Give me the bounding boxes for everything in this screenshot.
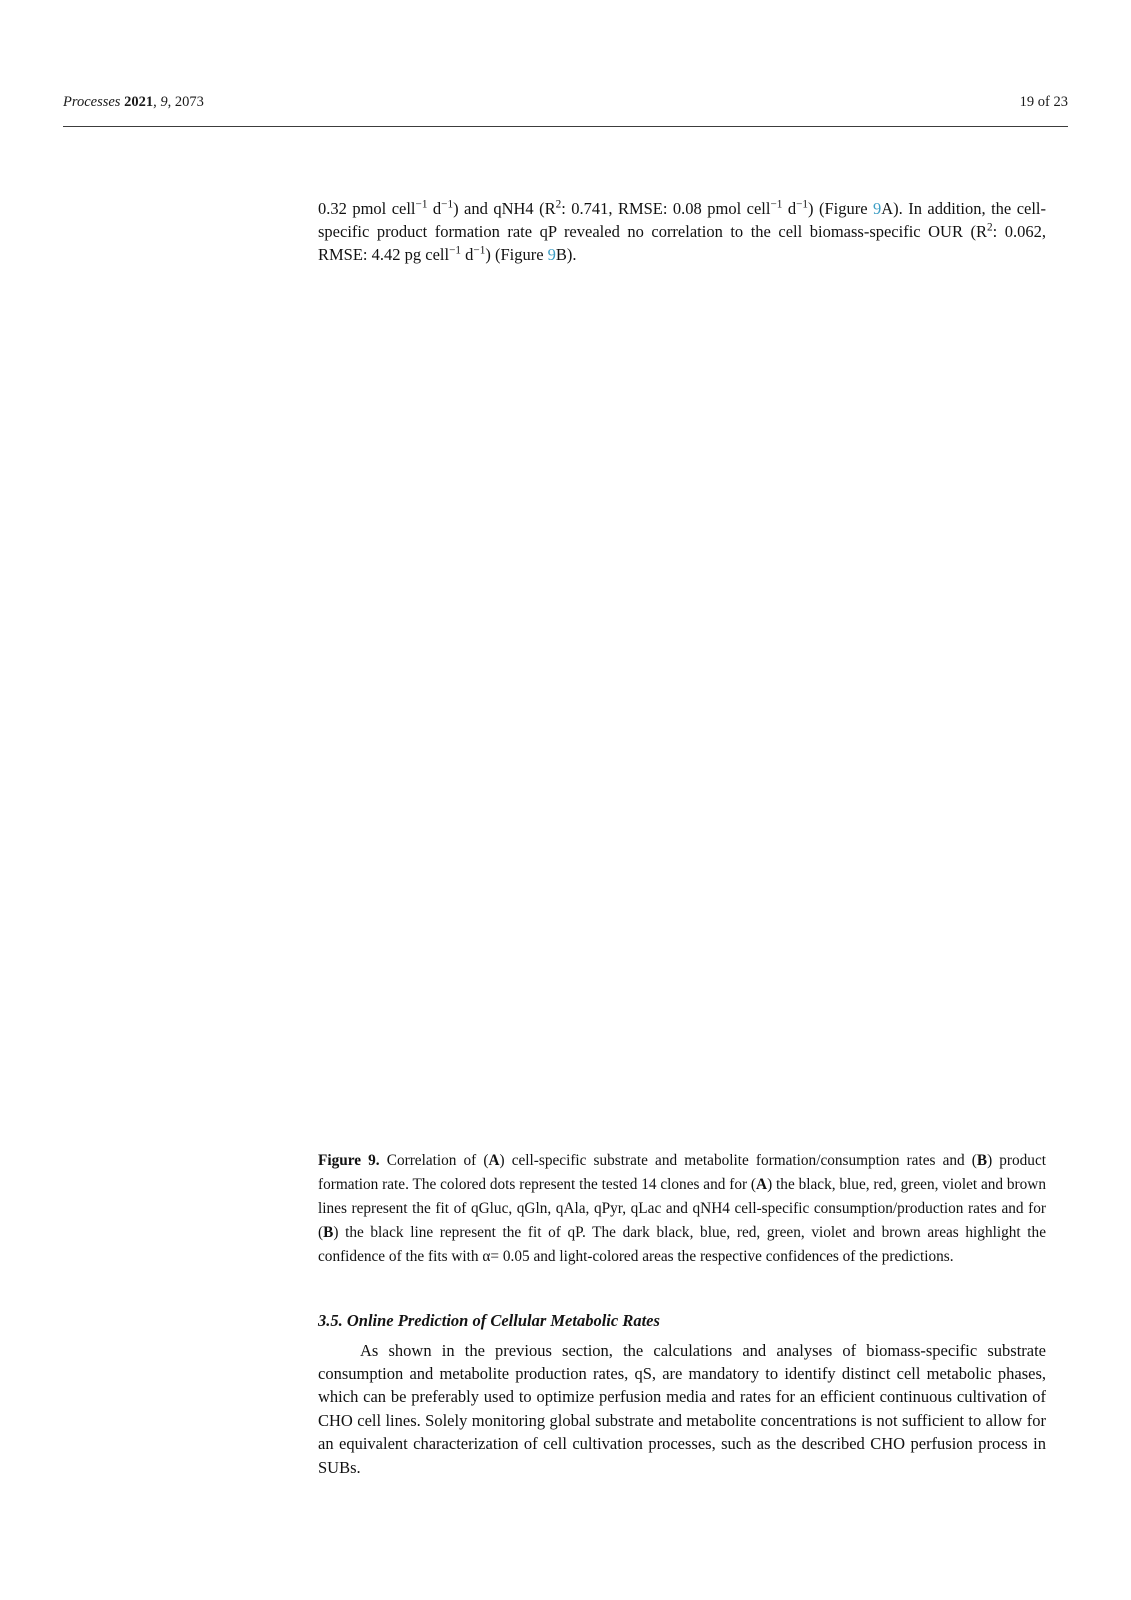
- figure-reference-link[interactable]: 9: [873, 198, 882, 218]
- body-paragraph: As shown in the previous section, the calculations and analyses of biomass-specific substrate consumption and metabolite production rates, qS, are mandatory to identify distinct cell metabolic phases, which can be preferably used to optimize perfusion media and rates for an efficient continuous cultivation of CHO cell lines. Solely monitoring global substrate and metabolite concentrations is not sufficient to allow for an equivalent characterization of cell cultivation processes, such as the described CHO perfusion process in SUBs.: [318, 1340, 1046, 1477]
- figure-reference-link[interactable]: 9: [547, 244, 556, 264]
- figure-9: [315, 268, 1075, 1113]
- page-number: 19 of 23: [1019, 94, 1068, 110]
- section-heading: 3.5. Online Prediction of Cellular Metabolic Rates: [318, 1310, 660, 1330]
- intro-paragraph: 0.32 pmol cell$^{-1}$ $d^{-1}$) and qNH4 ($R^2$: 0.741, RMSE: 0.08 pmol cell$^{-1}$ $d^{-1}$) (Figure 9A). In addition, the cell-specific product formation rate qP revealed no correlation to the cell biomass-specific OUR ($R^2$: 0.062, RMSE: 4.42 pg cell$^{-1}$ $d^{-1}$) (Figure 9B).: [318, 198, 1047, 264]
- figure-9-chart: [315, 268, 1075, 1113]
- journal-citation: Processes 2021, 9, 2073: [63, 94, 204, 110]
- page-header: [63, 94, 1068, 111]
- figure-caption: Figure 9. Correlation of (A) cell-specific substrate and metabolite formation/consumption rates and (B) product formation rate. The colored dots represent the tested 14 clones and for (A) the black, blue, red, green, violet and brown lines represent the fit of qGluc, qGln, qAla, qPyr, qLac and qNH4 cell-specific consumption/production rates and for (B) the black line represent the fit of qP. The dark black, blue, red, green, violet and brown areas highlight the confidence of the fits with α= 0.05 and light-colored areas the respective confidences of the predictions.: [318, 1152, 1046, 1266]
- header-rule: [63, 126, 1068, 127]
